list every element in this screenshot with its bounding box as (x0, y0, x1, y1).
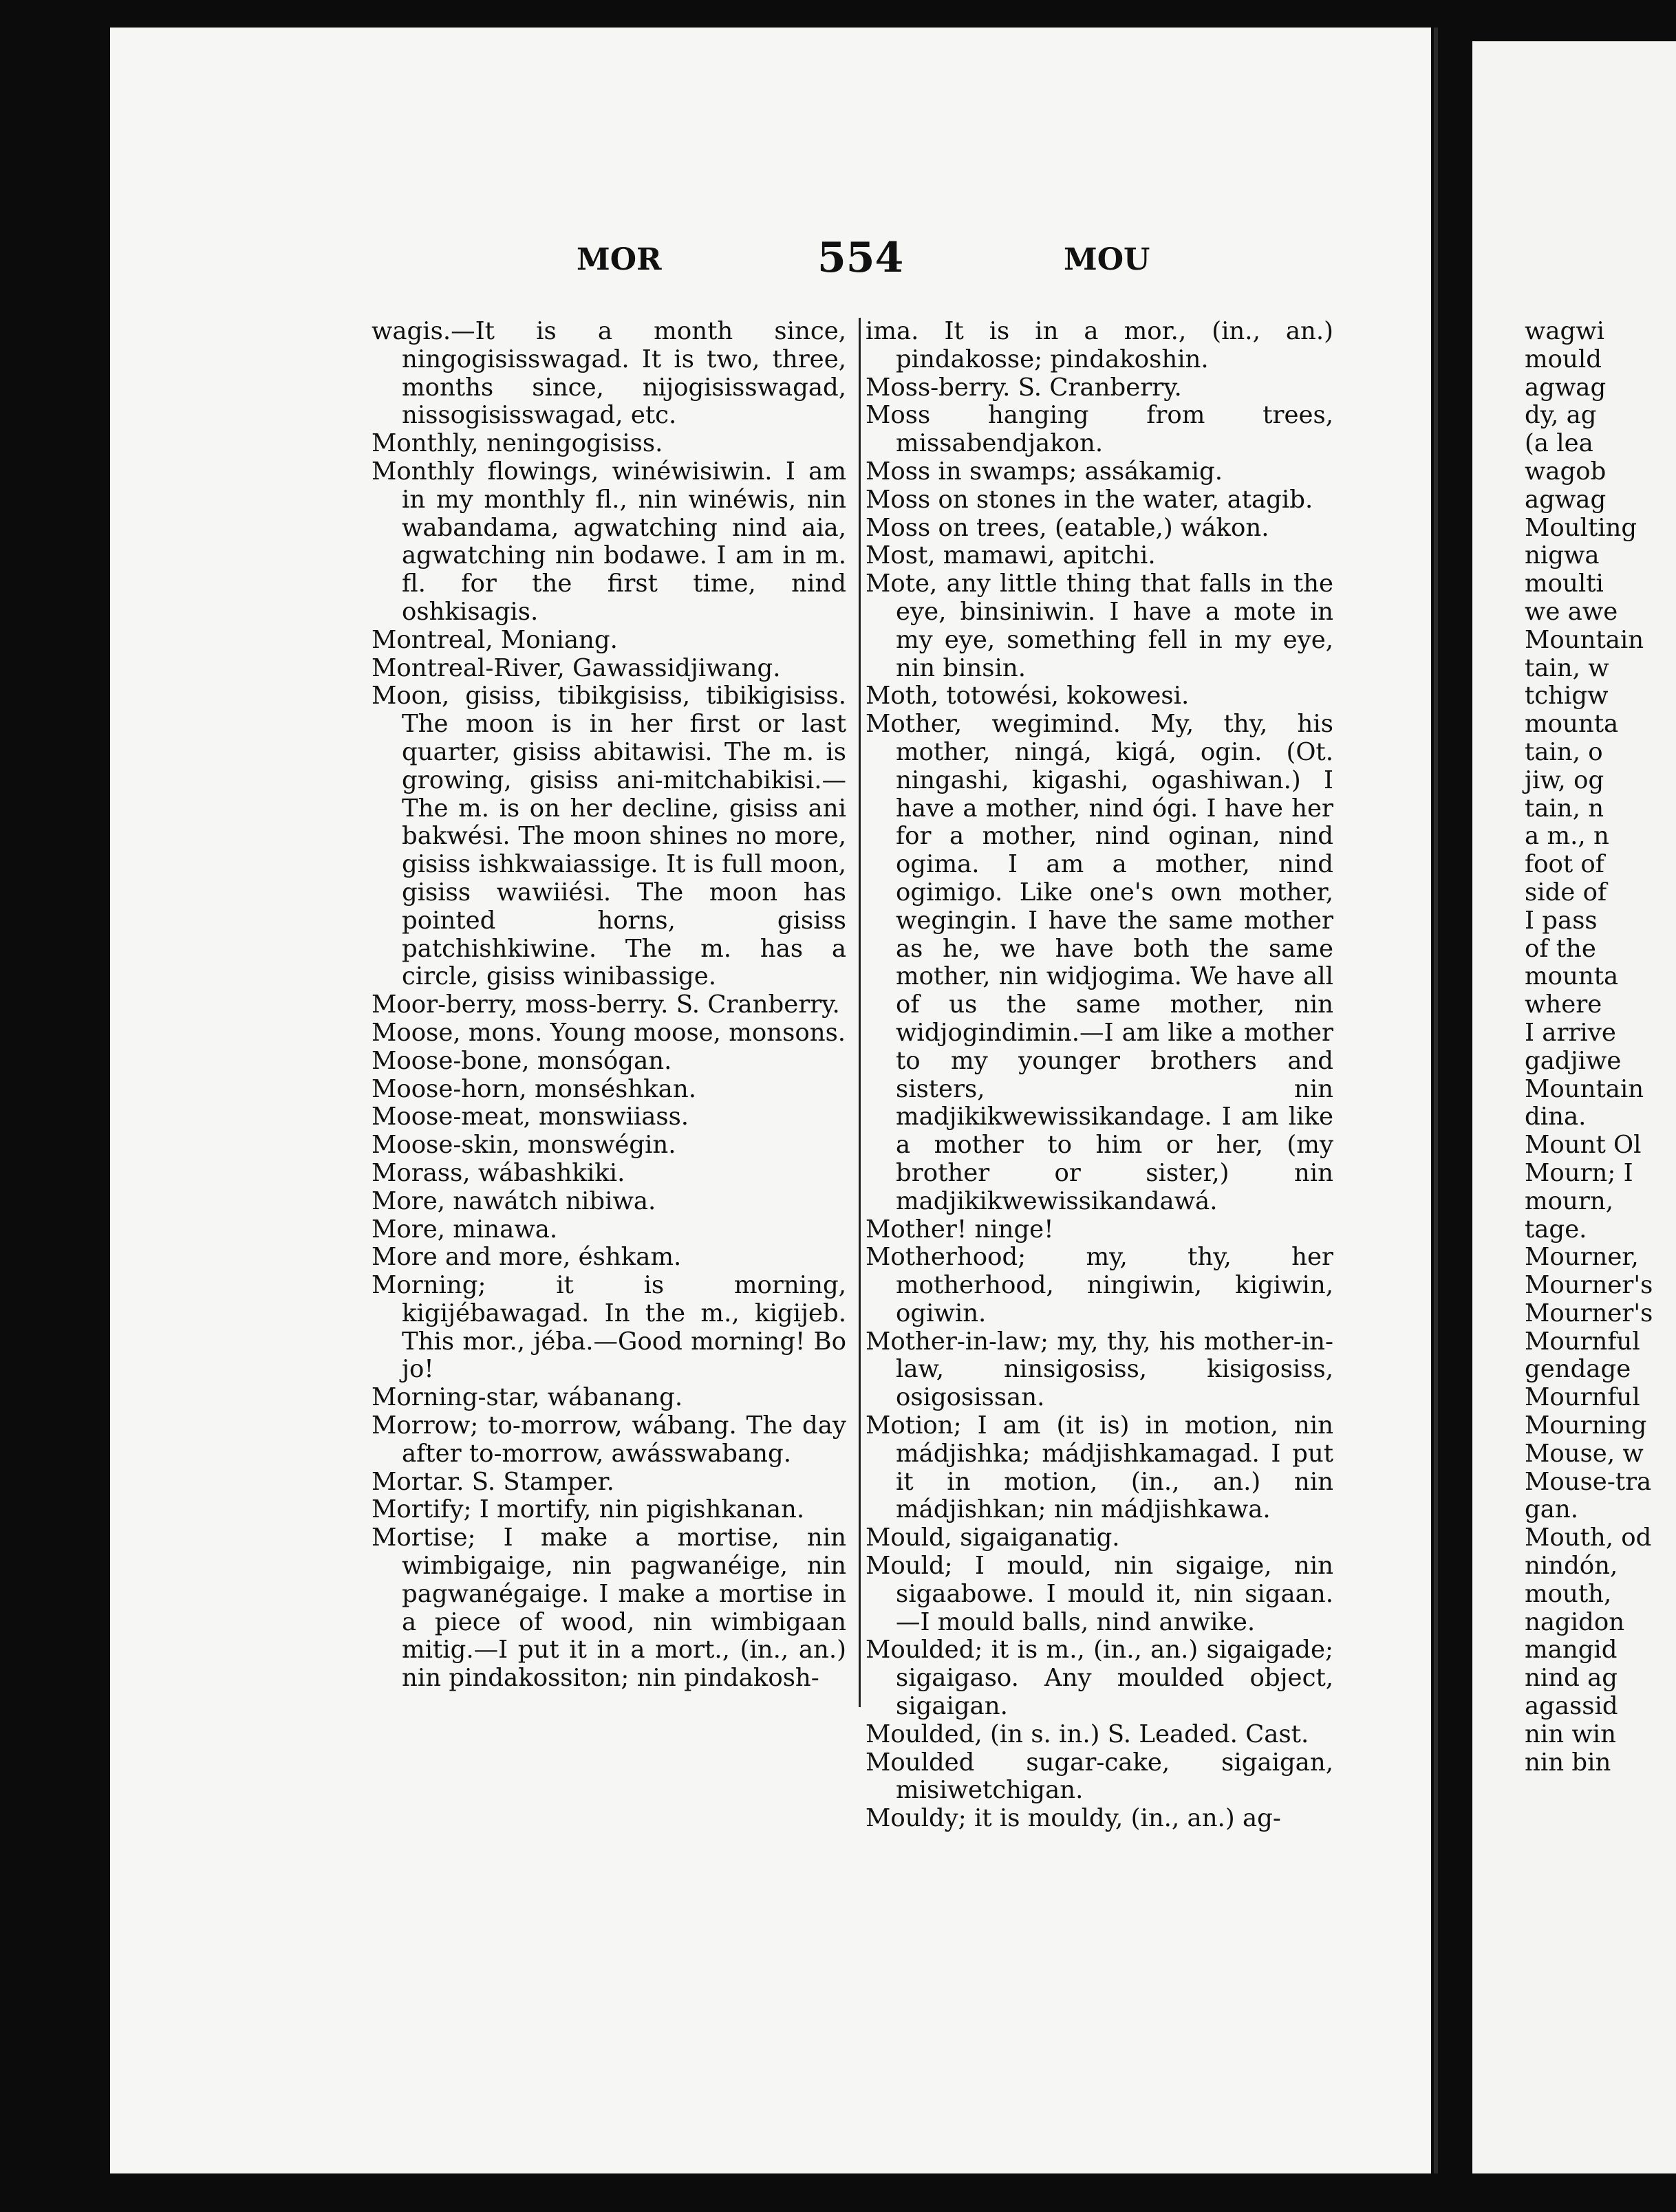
entry-fragment: tchigw (1525, 682, 1609, 711)
running-head-left: MOR (577, 242, 662, 277)
entry-fragment: tain, o (1525, 737, 1603, 766)
entry: Mother! ninge! (866, 1215, 1054, 1244)
entry: ima. It is in a mor., (in., an.) pindakosse; pindakoshin. (866, 317, 1333, 373)
entry: Moon, gisiss, tibikgisiss, tibikigisiss. The moon is in her first or last quarter, gisiss abitawisi. The m. is growing, gisiss ani-mitchabikisi.—The m. is on her decline, gisiss ani bakwési. The moon shines no more, gisiss ishkwaiassige. It is full moon, gisiss wawiiési. The moon has pointed horns, gisiss patchishkiwine. The m. has a circle, gisiss winibassige. (372, 682, 846, 991)
entry-fragment: tain, w (1525, 653, 1609, 682)
entry: Montreal-River, Gawassidjiwang. (372, 653, 781, 682)
page-number: 554 (817, 234, 904, 282)
entry-fragment: nin win (1525, 1720, 1616, 1748)
entry-fragment: Mount Ol (1525, 1131, 1642, 1160)
entry-fragment: agwag (1525, 373, 1607, 402)
column-divider (859, 318, 861, 1707)
entry-fragment: (a lea (1525, 429, 1593, 458)
entry-fragment: I pass (1525, 906, 1598, 935)
entry-fragment: Mourner's (1525, 1299, 1653, 1327)
page-gutter (1434, 28, 1438, 2173)
entry-fragment: tage. (1525, 1215, 1587, 1244)
entry-fragment: mounta (1525, 962, 1619, 991)
entry: Moss in swamps; assákamig. (866, 457, 1223, 486)
entry: Monthly flowings, winéwisiwin. I am in my monthly fl., nin winéwis, nin wabandama, agwatching nind aia, agwatching nin bodawe. I am in m. fl. for the first time, nind oshkisagis. (372, 457, 846, 626)
entry-fragment: Moulting (1525, 513, 1637, 542)
entry: Mother, wegimind. My, thy, his mother, ningá, kigá, ogin. (Ot. ningashi, kigashi, ogashiwan.) I have a mother, nind ógi. I have her for a mother, nind oginan, nind ogima. I am a mother, nind ogimigo. Like one's own mother, wegingin. I have the same mother as he, we have both the same mother, nin widjogima. We have all of us the same mother, nin widjogindimin.—I am like a mother to my younger brothers and sisters, nin madjikikwewissikandage. I am like a mother to him or her, (my brother or sister,) nin madjikikwewissikandawá. (866, 710, 1333, 1215)
entry: wagis.—It is a month since, ningogisisswagad. It is two, three, months since, nijogisisswagad, nissogisisswagad, etc. (372, 317, 846, 430)
entry: Mould; I mould, nin sigaige, nin sigaabowe. I mould it, nin sigaan.—I mould balls, nind anwike. (866, 1552, 1333, 1636)
entry: Mouldy; it is mouldy, (in., an.) ag- (866, 1804, 1281, 1833)
entry-fragment: agwag (1525, 485, 1607, 514)
entry-fragment: side of (1525, 878, 1607, 907)
entry-fragment: Mournful (1525, 1383, 1640, 1412)
entry-fragment: Mourner's (1525, 1271, 1653, 1300)
entry: Monthly, neningogisiss. (372, 429, 663, 458)
entry-fragment: mouth, (1525, 1579, 1612, 1608)
entry-fragment: gan. (1525, 1495, 1579, 1524)
entry-fragment: Mouse, w (1525, 1439, 1644, 1468)
column-middle (866, 318, 1333, 1833)
entry-fragment: nin bin (1525, 1748, 1611, 1777)
entry-fragment: moulti (1525, 570, 1604, 598)
column-left (372, 318, 846, 1693)
entry-fragment: Mournful (1525, 1327, 1640, 1356)
entry-fragment: agassid (1525, 1692, 1618, 1721)
entry-fragment: Mountain (1525, 625, 1644, 654)
column-right-cropped (1525, 318, 1676, 1777)
entry: Mortise; I make a mortise, nin wimbigaige, nin pagwanéige, nin pagwanégaige. I make a mortise in a piece of wood, nin wimbigaan mitig.—I put it in a mort., (in., an.) nin pindakossiton; nin pindakosh- (372, 1524, 846, 1693)
entry: Morass, wábashkiki. (372, 1158, 625, 1187)
entry: Mote, any little thing that falls in the eye, binsiniwin. I have a mote in my eye, something fell in my eye, nin binsin. (866, 570, 1333, 682)
entry-fragment: Mourner, (1525, 1243, 1639, 1272)
entry-fragment: mourn, (1525, 1186, 1614, 1215)
entry: Moose-bone, monsógan. (372, 1046, 672, 1075)
entry: Motherhood; my, thy, her motherhood, ningiwin, kigiwin, ogiwin. (866, 1243, 1333, 1327)
entry-fragment: wagob (1525, 457, 1607, 486)
entry: Moulded, (in s. in.) S. Leaded. Cast. (866, 1720, 1309, 1748)
entry: More and more, éshkam. (372, 1243, 682, 1272)
entry-fragment: I arrive (1525, 1018, 1616, 1047)
entry: Morning-star, wábanang. (372, 1383, 683, 1412)
entry-fragment: nigwa (1525, 541, 1600, 570)
entry: Moss on stones in the water, atagib. (866, 485, 1313, 514)
entry-fragment: gadjiwe (1525, 1046, 1622, 1075)
running-head-right: MOU (1064, 242, 1150, 277)
entry: Moose-horn, monséshkan. (372, 1074, 696, 1103)
entry: Morrow; to-morrow, wábang. The day after to-morrow, awásswabang. (372, 1411, 846, 1468)
entry: Moose, mons. Young moose, monsons. (372, 1018, 846, 1047)
entry-fragment: of the (1525, 934, 1596, 963)
entry-fragment: a m., n (1525, 822, 1609, 851)
entry-fragment: nagidon (1525, 1607, 1625, 1636)
entry: More, nawátch nibiwa. (372, 1186, 656, 1215)
entry-fragment: we awe (1525, 597, 1618, 626)
entry-fragment: tain, n (1525, 794, 1604, 823)
entry: Moss-berry. S. Cranberry. (866, 373, 1182, 402)
entry-fragment: Mountain (1525, 1074, 1644, 1103)
entry-fragment: Mouth, od (1525, 1524, 1652, 1552)
entry: Moose-skin, monswégin. (372, 1131, 676, 1160)
entry: Morning; it is morning, kigijébawagad. In the m., kigijeb. This mor., jéba.—Good morning! Bo jo! (372, 1271, 846, 1384)
entry-fragment: gendage (1525, 1355, 1631, 1384)
entry-fragment: dina. (1525, 1103, 1587, 1131)
entry-fragment: Mourning (1525, 1411, 1647, 1440)
entry: Moulded sugar-cake, sigaigan, misiwetchigan. (866, 1748, 1333, 1805)
entry: More, minawa. (372, 1215, 558, 1244)
entry: Mother-in-law; my, thy, his mother-in-law, ninsigosiss, kisigosiss, osigosissan. (866, 1327, 1333, 1412)
entry: Mortify; I mortify, nin pigishkanan. (372, 1495, 805, 1524)
entry: Moss on trees, (eatable,) wákon. (866, 513, 1269, 542)
entry-fragment: mangid (1525, 1636, 1618, 1665)
entry: Moose-meat, monswiiass. (372, 1103, 689, 1131)
entry-fragment: foot of (1525, 850, 1604, 879)
entry-fragment: jiw, og (1525, 766, 1604, 794)
entry: Most, mamawi, apitchi. (866, 541, 1156, 570)
entry: Moss hanging from trees, missabendjakon. (866, 401, 1333, 458)
entry-fragment: wagwi (1525, 317, 1605, 345)
entry-fragment: nindón, (1525, 1552, 1618, 1581)
entry: Mortar. S. Stamper. (372, 1467, 614, 1496)
entry: Mould, sigaiganatig. (866, 1524, 1120, 1552)
entry-fragment: mould (1525, 345, 1602, 373)
entry: Montreal, Moniang. (372, 625, 618, 654)
entry-fragment: where (1525, 990, 1602, 1019)
entry-fragment: Mourn; I (1525, 1158, 1633, 1187)
entry: Moth, totowési, kokowesi. (866, 682, 1190, 711)
entry-fragment: Mouse-tra (1525, 1467, 1652, 1496)
entry-fragment: mounta (1525, 710, 1619, 739)
entry: Moor-berry, moss-berry. S. Cranberry. (372, 990, 840, 1019)
entry: Moulded; it is m., (in., an.) sigaigade; sigaigaso. Any moulded object, sigaigan. (866, 1636, 1333, 1721)
entry: Motion; I am (it is) in motion, nin mádjishka; mádjishkamagad. I put it in motion, (in., an.) nin mádjishkan; nin mádjishkawa. (866, 1411, 1333, 1524)
entry-fragment: dy, ag (1525, 401, 1597, 430)
entry-fragment: nind ag (1525, 1664, 1618, 1693)
